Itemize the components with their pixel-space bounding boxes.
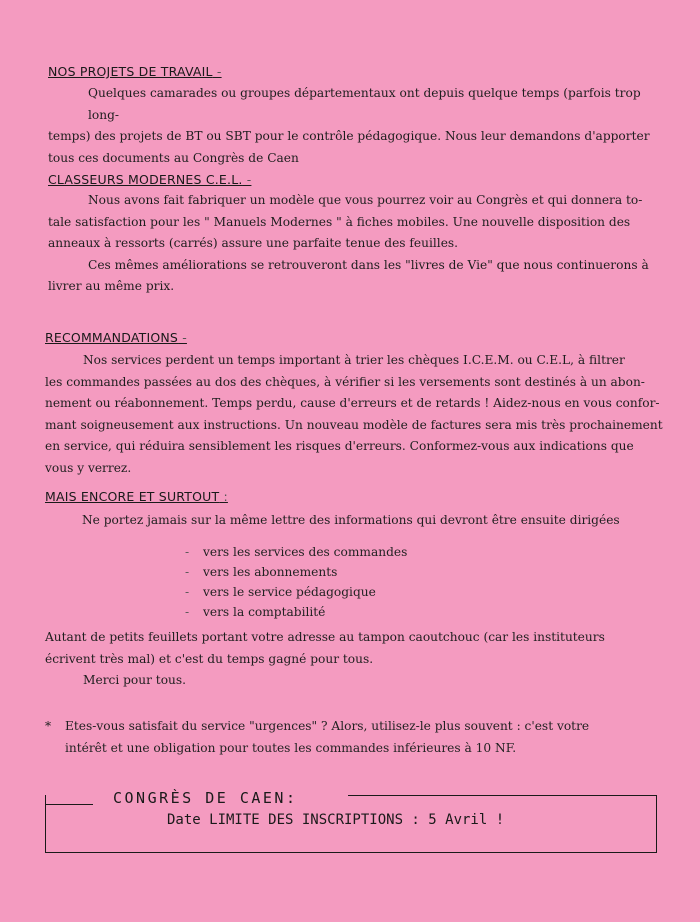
text-line: livrer au même prix. (48, 279, 175, 293)
section-heading-recommandations (45, 330, 187, 345)
heading-text: MAIS ENCORE ET SURTOUT (45, 489, 220, 504)
text-line: en service, qui réduira sensiblement les risques d'erreurs. Conformez-vous aux indications que (45, 439, 634, 453)
list-item-text: vers les abonnements (203, 565, 338, 579)
section-heading-surtout (45, 489, 228, 504)
list-item (185, 582, 407, 602)
asterisk-icon: * (45, 719, 52, 733)
list-item-text: vers le service pédagogique (203, 585, 376, 599)
text-line: Autant de petits feuillets portant votre adresse au tampon caoutchouc (car les instituteurs (45, 630, 605, 644)
box-top-border-right (348, 795, 657, 796)
text-line: mant soigneusement aux instructions. Un nouveau modèle de factures sera mis très prochainement (45, 417, 663, 432)
urgences-note (45, 716, 660, 759)
heading-text: CLASSEURS MODERNES C.E.L. (48, 172, 243, 187)
thanks-line: Merci pour tous. (83, 673, 187, 687)
urgent-line-2: intérêt et une obligation pour toutes les commandes inférieures à 10 NF. (65, 740, 517, 755)
text-line: anneaux à ressorts (carrés) assure une parfaite tenue des feuilles. (48, 236, 459, 250)
section-heading-projets (48, 64, 222, 79)
congres-title: CONGRÈS DE CAEN: (113, 789, 298, 807)
list-item-text: vers la comptabilité (203, 605, 326, 619)
heading-tail: : (219, 489, 228, 504)
heading-tail: - (212, 64, 222, 79)
heading-text: NOS PROJETS DE TRAVAIL (48, 64, 213, 79)
text-line: temps) des projets de BT ou SBT pour le contrôle pédagogique. Nous leur demandons d'apporter (48, 129, 650, 143)
list-item-text: vers les services des commandes (203, 545, 408, 559)
heading-tail: - (178, 330, 187, 345)
paragraph-projets (48, 83, 668, 169)
text-line: nement ou réabonnement. Temps perdu, cause d'erreurs et de retards ! Aidez-nous en vous confor- (45, 396, 660, 410)
dash-icon: - (185, 565, 190, 579)
list-item (185, 542, 407, 562)
paragraph-surtout (45, 627, 670, 692)
text-line: tous ces documents au Congrès de Caen (48, 150, 299, 165)
routing-list (185, 542, 407, 622)
text-line: Quelques camarades ou groupes départementaux ont depuis quelque temps (parfois trop long- (88, 86, 641, 122)
box-top-border-left (45, 804, 93, 805)
paragraph-classeurs (48, 190, 668, 298)
dash-icon: - (185, 545, 190, 559)
paragraph-recommandations (45, 350, 665, 479)
heading-text: RECOMMANDATIONS (45, 330, 179, 345)
text-line (45, 716, 660, 738)
dash-icon: - (185, 605, 190, 619)
inscription-deadline: Date LIMITE DES INSCRIPTIONS : 5 Avril ! (167, 812, 505, 828)
dash-icon: - (185, 585, 190, 599)
text-line: écrivent très mal) et c'est du temps gagné pour tous. (45, 651, 374, 666)
list-item (185, 562, 407, 582)
urgent-line-1: Etes-vous satisfait du service "urgences" ? Alors, utilisez-le plus souvent : c'est votre (65, 719, 590, 733)
text-line: Nous avons fait fabriquer un modèle que vous pourrez voir au Congrès et qui donnera to- (88, 193, 643, 207)
text-line: Ces mêmes améliorations se retrouveront dans les "livres de Vie" que nous continuerons à (88, 257, 649, 272)
text-line: les commandes passées au dos des chèques, à vérifier si les versements sont destinés à un abon- (45, 374, 645, 389)
list-item (185, 602, 407, 622)
text-line: Nos services perdent un temps important à trier les chèques I.C.E.M. ou C.E.L, à filtrer (83, 353, 625, 367)
surtout-intro: Ne portez jamais sur la même lettre des informations qui devront être ensuite dirigées (82, 513, 620, 527)
text-line: tale satisfaction pour les " Manuels Modernes " à fiches mobiles. Une nouvelle disposition des (48, 214, 631, 229)
text-line: vous y verrez. (45, 460, 132, 475)
section-heading-classeurs (48, 172, 251, 187)
heading-tail: - (242, 172, 252, 187)
